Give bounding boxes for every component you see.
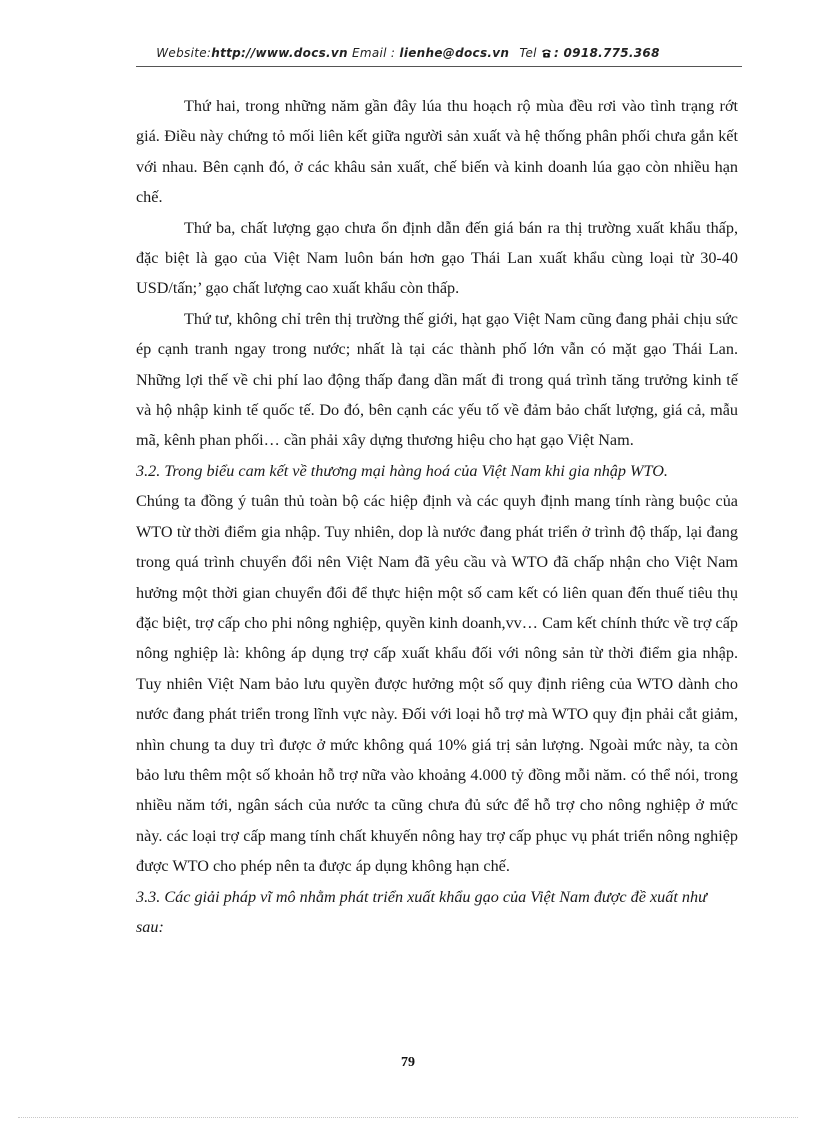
email-value[interactable]: lienhe@docs.vn: [399, 46, 510, 60]
section-heading-3-3: 3.3. Các giải pháp vĩ mô nhằm phát triển xuất khẩu gạo của Việt Nam được đề xuất như sau:: [136, 887, 707, 936]
paragraph-thu-tu: Thứ tư, không chỉ trên thị trường thế giới, hạt gạo Việt Nam cũng đang phải chịu sức ép cạnh tranh ngay trong nước; nhất là tại các thành phố lớn vẫn có mặt gạo Thái Lan. Những lợi thế về chi phí lao động thấp đang dần mất đi trong quá trình tăng trưởng kinh tế và hộ nhập kinh tế quốc tế. Do đó, bên cạnh các yếu tố về đảm bảo chất lượng, giá cả, mẫu mã, kênh phan phối… cần phải xây dựng thương hiệu cho hạt gạo Việt Nam.: [136, 309, 738, 450]
paragraph-thu-hai: Thứ hai, trong những năm gần đây lúa thu hoạch rộ mùa đều rơi vào tình trạng rớt giá. Điều này chứng tỏ mối liên kết giữa người sản xuất và hệ thống phân phối chưa gắn kết với nhau. Bên cạnh đó, ở các khâu sản xuất, chế biến và kinh doanh lúa gạo còn nhiều hạn chế.: [136, 97, 738, 207]
tel-value: : 0918.775.368: [553, 46, 660, 60]
paragraph-wto-commitments: Chúng ta đồng ý tuân thủ toàn bộ các hiệp định và các quyh định mang tính ràng buộc của WTO từ thời điểm gia nhập. Tuy nhiên, dop là nước đang phát triển ở trình độ thấp, lại đang trong quá trình chuyển đổi nên Việt Nam đã yêu cầu và WTO đã chấp nhận cho Việt Nam hưởng một thời gian chuyển đổi để thực hiện một số cam kết có liên quan đến thuế tiêu thụ đặc biệt, trợ cấp cho phi nông nghiệp, quyền kinh doanh,vv… Cam kết chính thức về trợ cấp nông nghiệp là: không áp dụng trợ cấp xuất khẩu đối với nông sản từ thời điểm gia nhập. Tuy nhiên Việt Nam bảo lưu quyền được hưởng một số quy định riêng của WTO dành cho nước đang phát triển trong lĩnh vực này. Đối với loại hỗ trợ mà WTO quy địn phải cắt giảm, nhìn chung ta duy trì được ở mức không quá 10% giá trị sản lượng. Ngoài mức này, ta còn bảo lưu thêm một số khoản hỗ trợ nữa vào khoảng 4.000 tỷ đồng mỗi năm. có thể nói, trong nhiều năm tới, ngân sách của nước ta cũng chưa đủ sức để hỗ trợ cho nông nghiệp ở mức này. các loại trợ cấp mang tính chất khuyến nông hay trợ cấp phục vụ phát triển nông nghiệp được WTO cho phép nên ta được áp dụng không hạn chế.: [136, 492, 738, 876]
section-heading-3-2: 3.2. Trong biểu cam kết về thương mại hàng hoá của Việt Nam khi gia nhập WTO.: [136, 461, 668, 480]
phone-icon: [541, 47, 552, 57]
header-divider: [136, 66, 742, 67]
website-url[interactable]: http://www.docs.vn: [211, 46, 348, 60]
page-number: 79: [401, 1055, 415, 1070]
page-header: [0, 46, 816, 60]
footer-divider: [18, 1117, 798, 1118]
paragraph-thu-ba: Thứ ba, chất lượng gạo chưa ổn định dẫn đến giá bán ra thị trường xuất khẩu thấp, đặc biệt là gạo của Việt Nam luôn bán hơn gạo Thái Lan xuất khẩu cùng loại từ 30-40 USD/tấn;’ gạo chất lượng cao xuất khẩu còn thấp.: [136, 218, 738, 298]
email-label: Email :: [352, 46, 396, 60]
website-label: Website:: [156, 46, 212, 60]
document-body: [136, 91, 738, 942]
tel-label: Tel: [519, 46, 537, 60]
